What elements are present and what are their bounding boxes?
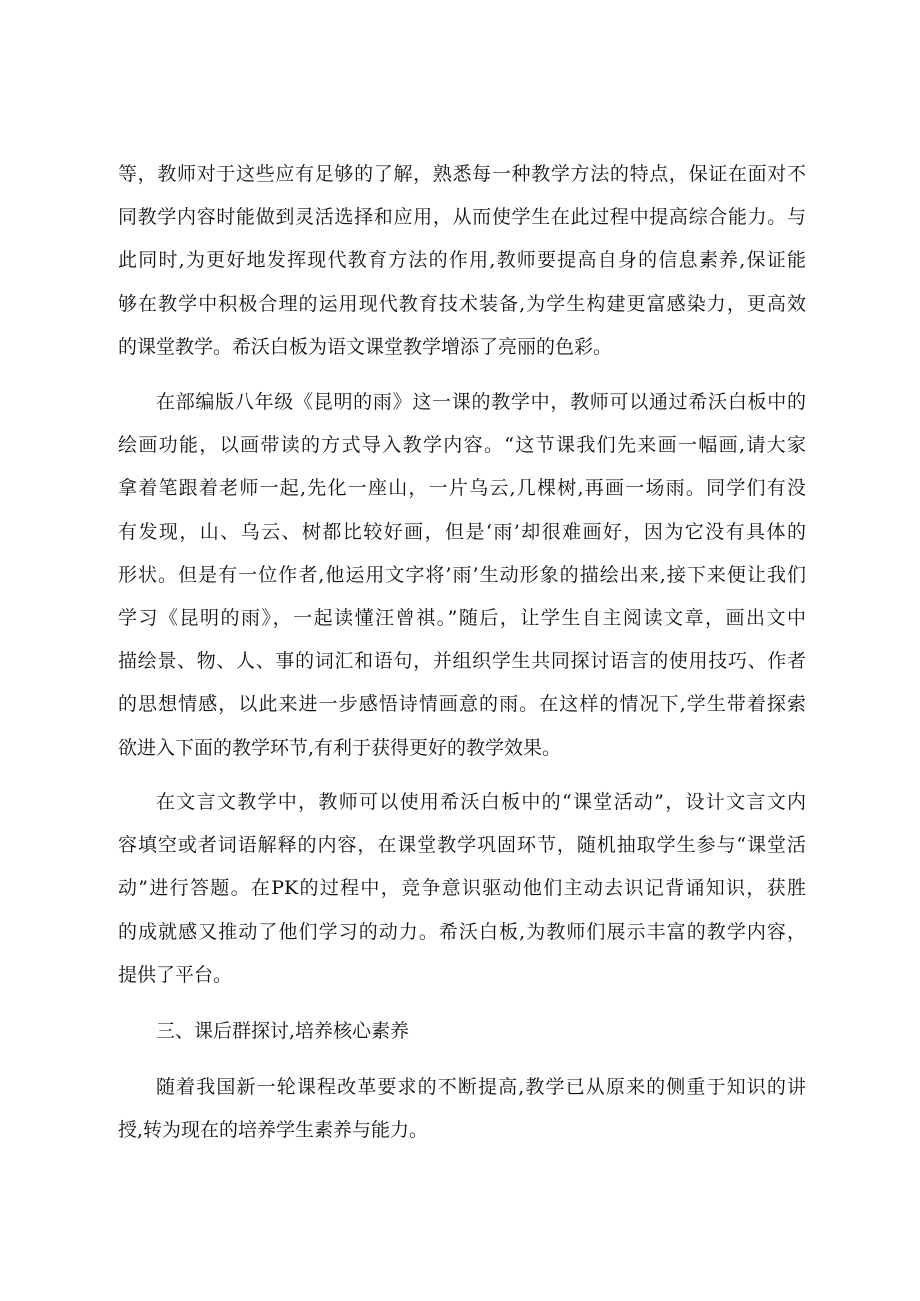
paragraph-line: 有发现，山、乌云、树都比较好画，但是‘雨’却很难画好，因为它没有具体的 <box>118 520 806 543</box>
paragraph-line: 绘画功能，以画带读的方式导入教学内容。“这节课我们先来画一幅画,请大家 <box>118 434 806 457</box>
paragraph-line: 在部编版八年级《昆明的雨》这一课的教学中，教师可以通过希沃白板中的 <box>156 391 806 413</box>
paragraph-line: 动”进行答题。在PK的过程中，竞争意识驱动他们主动去识记背诵知识，获胜 <box>118 877 806 900</box>
paragraph-3 <box>118 781 806 997</box>
paragraph-line: 同教学内容时能做到灵活选择和应用，从而使学生在此过程中提高综合能力。与 <box>118 206 806 229</box>
paragraph-4 <box>118 1066 806 1152</box>
paragraph-line: 学习《昆明的雨》，一起读懂汪曾祺。”随后，让学生自主阅读文章，画出文中 <box>118 606 806 629</box>
paragraph-line: 欲进入下面的教学环节,有利于获得更好的教学效果。 <box>118 736 562 759</box>
paragraph-line: 提供了平台。 <box>118 963 233 986</box>
paragraph-line: 容填空或者词语解释的内容，在课堂教学巩固环节，随机抽取学生参与“课堂活 <box>118 834 806 857</box>
paragraph-1 <box>118 153 806 369</box>
paragraph-line: 够在教学中积极合理的运用现代教育技术装备,为学生构建更富感染力，更高效 <box>118 292 806 315</box>
paragraph-line: 拿着笔跟着老师一起,先化一座山，一片乌云,几棵树,再画一场雨。同学们有没 <box>118 477 806 500</box>
paragraph-line: 的课堂教学。希沃白板为语文课堂教学增添了亮丽的色彩。 <box>118 335 613 358</box>
paragraph-line: 形状。但是有一位作者,他运用文字将’雨’生动形象的描绘出来,接下来便让我们 <box>118 563 806 586</box>
paragraph-line: 的成就感又推动了他们学习的动力。希沃白板,为教师们展示丰富的教学内容， <box>118 920 806 943</box>
paragraph-line: 的思想情感，以此来进一步感悟诗情画意的雨。在这样的情况下,学生带着探索 <box>118 693 806 716</box>
paragraph-line: 随着我国新一轮课程改革要求的不断提高,教学已从原来的侧重于知识的讲 <box>156 1076 806 1098</box>
paragraph-line: 此同时,为更好地发挥现代教育方法的作用,教师要提高自身的信息素养,保证能 <box>118 249 806 272</box>
paragraph-line: 在文言文教学中，教师可以使用希沃白板中的“课堂活动”，设计文言文内 <box>156 791 806 813</box>
section-heading <box>118 1010 806 1053</box>
paragraph-line: 授,转为现在的培养学生素养与能力。 <box>118 1119 429 1142</box>
paragraph-2 <box>118 381 806 770</box>
paragraph-line: 等，教师对于这些应有足够的了解，熟悉每一种教学方法的特点，保证在面对不 <box>118 163 806 185</box>
heading-line: 三、课后群探讨,培养核心素养 <box>156 1020 410 1042</box>
paragraph-line: 描绘景、物、人、事的词汇和语句，并组织学生共同探讨语言的使用技巧、作者 <box>118 650 806 673</box>
